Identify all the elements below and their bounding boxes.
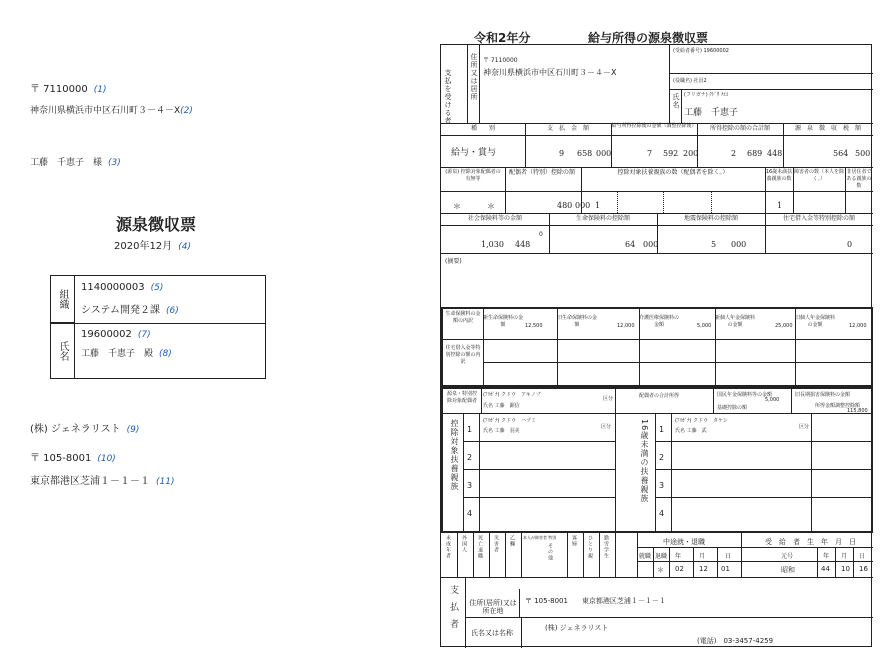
life-a: 64	[625, 240, 636, 249]
u16-kana	[675, 417, 728, 424]
income-adj-value: 115,800	[847, 408, 868, 414]
resign-mark: ＊	[657, 566, 664, 574]
life-header: 生命保険料の控除額	[575, 215, 630, 222]
company-postal-text: 〒 105-8001	[30, 453, 92, 464]
ins-care-value: 5,000	[697, 323, 712, 329]
flag-widow: 寡婦	[571, 535, 577, 547]
tax-amount-b: 564	[833, 149, 849, 158]
spouse-mark-2: ＊	[487, 202, 495, 211]
spouse-flag-header: (源泉) 控除対象配偶者の有無等	[445, 169, 501, 182]
org-code	[81, 282, 163, 293]
pay-header: 支 払 金 額	[546, 125, 589, 132]
field-number: (5)	[150, 283, 164, 293]
birth-label: 受 給 者 生 年 月 日	[765, 538, 856, 546]
payee-name: 工藤 千恵子	[684, 108, 739, 118]
payer-tel: (電話) 03-3457-4259	[697, 637, 774, 645]
flag-otsu: 乙欄	[509, 535, 515, 547]
dep-row-4: 4	[467, 509, 473, 518]
dep-row-1: 1	[467, 425, 473, 434]
ins-old-pension-label: 旧個人年金保険料の金額	[795, 315, 836, 328]
name-tag: 氏名	[675, 428, 686, 434]
memo-label: (摘要)	[445, 258, 462, 265]
social-b: 448	[515, 240, 531, 249]
deduct-amount-a: 2	[731, 149, 737, 158]
ins-breakdown-label: 生命保険料の金額の内訳	[445, 311, 481, 324]
dep-row-2: 2	[467, 453, 473, 462]
spouse-ded-a: 480	[557, 201, 573, 210]
pay-amount-b: 658	[577, 149, 593, 158]
birth-month-header: 月	[841, 553, 848, 560]
ins-new-life-value: 12,500	[525, 323, 543, 329]
resign-day: 01	[721, 565, 730, 573]
flag-minor: 未成年者	[445, 535, 451, 559]
spouse-kana	[483, 391, 541, 398]
form-title: 給与所得の源泉徴収票	[588, 31, 709, 45]
spouse-mark-1: ＊	[453, 202, 461, 211]
life-b: 000	[643, 240, 659, 249]
spouse-kubun: 区分	[603, 396, 614, 402]
employee-name-text: 工藤 千恵子 殿	[81, 349, 154, 359]
field-number: (4)	[178, 242, 191, 252]
after-amount-c: 200	[683, 149, 699, 158]
resign-header: 退職	[655, 553, 668, 560]
birth-year-header: 年	[823, 553, 830, 560]
dep1-kubun: 区分	[601, 424, 612, 430]
employee-info-box	[50, 275, 266, 379]
role-label: (役職名)	[673, 78, 692, 84]
kana-tag: (ﾌﾘｶﾞﾅ)	[483, 418, 500, 424]
mid-resign-label: 中途就・退職	[663, 538, 705, 546]
employee-id	[81, 329, 151, 340]
name-tag: 氏名	[483, 403, 494, 409]
name-tag: 氏名	[483, 428, 494, 434]
spouse-ded-header: 配偶者（特別）控除の額	[508, 169, 575, 176]
u16-kana-value: クドウ タケシ	[693, 418, 728, 424]
after-header: 給与所得控除後の金額（調整控除後）	[611, 123, 697, 129]
resign-year: 02	[675, 565, 684, 573]
field-number: (1)	[93, 85, 107, 95]
recipient-postal	[30, 80, 106, 95]
payee-address: 神奈川県横浜市中区石川町３－４－X	[483, 68, 617, 77]
after-amount-a: 7	[647, 149, 653, 158]
spouse-name	[483, 402, 520, 409]
under16-count: 1	[777, 201, 783, 210]
company-name-text: (株) ジェネラリスト	[30, 424, 121, 435]
u16-row-4: 4	[659, 509, 665, 518]
ins-old-pension-value: 12,000	[849, 323, 867, 329]
pay-amount-a: 9	[559, 149, 565, 158]
payee-postal: 〒 7110000	[483, 57, 518, 64]
flags-row	[441, 533, 873, 577]
payer-label: 支払者	[448, 585, 458, 636]
birth-day: 16	[859, 565, 868, 573]
role-value: 社員2	[693, 78, 707, 84]
recv-no-label: (受給者番号)	[673, 48, 702, 54]
social-header: 社会保険料等の金額	[467, 215, 522, 222]
recipient-address	[30, 103, 193, 116]
pension-value: 5,000	[765, 397, 780, 403]
kana	[684, 91, 728, 98]
recv-no	[673, 47, 729, 54]
under16-header: 16歳未満扶養親族の数	[765, 169, 793, 182]
disabled-header: 障害者の数（本人を除く。）	[793, 169, 844, 182]
field-number: (11)	[156, 477, 175, 487]
income-adj-label: 所得金額調整控除額	[815, 403, 861, 409]
resign-month: 12	[699, 565, 708, 573]
under16-label: 16歳未満の扶養親族	[640, 419, 649, 504]
day-header: 日	[725, 553, 732, 560]
pension-label: 国民年金保険料等の金額	[717, 392, 773, 398]
withholding-form	[440, 44, 872, 647]
type-header: 種 別	[470, 125, 495, 132]
deduct-amount-b: 689	[747, 149, 763, 158]
quake-b: 000	[731, 240, 747, 249]
spouse-name-value: 工藤 顕信	[494, 403, 520, 409]
family-block	[441, 387, 873, 533]
housing-breakdown-label: 住宅借入金等特別控除の額の内訳	[445, 345, 481, 365]
u16-row-2: 2	[659, 453, 665, 462]
social-zero: 0	[539, 231, 543, 238]
ins-care-label: 介護医療保険料の金額	[639, 315, 680, 328]
birth-year: 44	[821, 565, 830, 573]
birth-era: 昭和	[781, 566, 795, 574]
breakdown-block	[441, 307, 873, 387]
company-address-text: 東京都港区芝浦１－１－１	[30, 476, 150, 487]
u16-name	[675, 427, 707, 434]
housing-value: 0	[847, 240, 853, 249]
after-amount-b: 592	[663, 149, 679, 158]
payer-name-label: 氏名又は名称	[471, 629, 513, 637]
ins-old-life-label: 旧生命保険料の金額	[557, 315, 598, 328]
kana-label: (フリガナ)	[684, 92, 708, 98]
date-text: 2020年12月	[114, 241, 173, 252]
u16-row-1: 1	[659, 425, 665, 434]
dep-row-3: 3	[467, 481, 473, 490]
flag-other: その他	[547, 543, 553, 561]
company-postal	[30, 449, 116, 464]
name-label: 氏名	[51, 323, 75, 378]
slip-date	[114, 237, 191, 252]
recv-no-value: 19600002	[703, 48, 729, 54]
u16-kubun: 区分	[799, 424, 810, 430]
flag-disabled: 本人が障害者 特別	[523, 535, 557, 540]
employee-name	[81, 346, 172, 359]
u16-name-value: 工藤 武	[686, 428, 707, 434]
payer-addr-label: 住所(居所)又は所在地	[469, 599, 517, 615]
ins-old-life-value: 12,000	[617, 323, 635, 329]
dep1-name-value: 工藤 羽美	[494, 428, 520, 434]
dep1-name	[483, 427, 520, 434]
hire-header: 就職	[639, 553, 652, 560]
org-name	[81, 301, 179, 316]
ins-new-pension-label: 新個人年金保険料の金額	[715, 315, 756, 328]
year-header: 年	[675, 553, 682, 560]
dependents-label: 控除対象扶養親族	[450, 419, 459, 491]
u16-row-3: 3	[659, 481, 665, 490]
recipient-name-text: 工藤 千恵子 様	[30, 158, 103, 168]
kana-tag: (ﾌﾘｶﾞﾅ)	[675, 418, 692, 424]
flag-death: 死亡退職	[477, 535, 483, 559]
org-code-text: 1140000003	[81, 282, 145, 293]
org-name-text: システム開発２課	[81, 305, 160, 316]
postal-code: 〒 7110000	[30, 84, 88, 95]
flag-disaster: 災害者	[493, 535, 499, 553]
recipient-name	[30, 155, 121, 168]
field-number: (3)	[108, 158, 121, 168]
kana-tag: (ﾌﾘｶﾞﾅ)	[483, 392, 500, 398]
payee-name-label: 氏名	[672, 93, 680, 109]
payer-address: 〒 105-8001 東京都港区芝浦１－１－１	[525, 597, 666, 605]
field-number: (6)	[166, 306, 179, 316]
social-a: 1,030	[481, 240, 504, 249]
income-type: 給与・賞与	[451, 148, 497, 158]
deduct-amount-c: 448	[767, 149, 783, 158]
payee-label: 支払を受ける者	[444, 69, 452, 125]
nonresident-header: 非居住者である親族の数	[846, 169, 872, 189]
quake-header: 地震保険料の控除額	[683, 215, 738, 222]
company-address	[30, 472, 174, 487]
dependents-count: 1	[595, 201, 601, 210]
flag-student: 勤労学生	[603, 535, 609, 559]
ins-new-pension-value: 25,000	[775, 323, 793, 329]
birth-month: 10	[841, 565, 850, 573]
address-text: 神奈川県横浜市中区石川町３－４－X	[30, 106, 181, 116]
field-number: (7)	[137, 330, 151, 340]
role	[673, 77, 707, 84]
flag-foreigner: 外国人	[461, 535, 467, 553]
field-number: (8)	[159, 349, 172, 359]
flag-single-parent: ひとり親	[587, 535, 593, 559]
slip-title: 源泉徴収票	[116, 215, 197, 234]
dependents-header: 控除対象扶養親族の数（配偶者を除く。）	[617, 169, 729, 176]
spouse-ded-b: 000	[575, 201, 591, 210]
month-header: 月	[699, 553, 706, 560]
pay-amount-c: 000	[596, 149, 612, 158]
base-deduction-label: 基礎控除の額	[717, 405, 748, 411]
birth-day-header: 日	[859, 553, 866, 560]
dep1-kana	[483, 417, 536, 424]
payer-name: (株) ジェネラリスト	[545, 624, 609, 632]
employee-id-text: 19600002	[81, 329, 132, 340]
spouse-income-label: 配偶者の合計所得	[639, 393, 680, 399]
field-number: (10)	[97, 454, 116, 464]
quake-a: 5	[711, 240, 717, 249]
field-number: (2)	[180, 106, 193, 116]
era-header: 元号	[781, 553, 794, 560]
spouse-section-label: 源泉・特別控除対象配偶者	[446, 391, 477, 404]
address-label: 住所又は居所	[470, 53, 478, 101]
kana-value: ｸﾄﾞｳ ﾁｴｺ	[709, 92, 729, 98]
field-number: (9)	[126, 425, 140, 435]
tax-header: 源 泉 徴 収 税 額	[794, 125, 861, 132]
old-quake-label: 旧長期損害保険料の金額	[795, 392, 851, 398]
form-year: 令和2年分	[474, 31, 531, 45]
tax-amount-c: 500	[855, 149, 871, 158]
ins-new-life-label: 新生命保険料の金額	[483, 315, 524, 328]
deduct-header: 所得控除の額の合計額	[709, 125, 770, 132]
org-label: 組織	[51, 276, 75, 323]
company-name	[30, 420, 139, 435]
spouse-kana-value: クドウ アキノブ	[501, 392, 541, 398]
housing-header: 住宅借入金等特別控除の額	[782, 215, 855, 222]
dep1-kana-value: クドウ ハヅミ	[501, 418, 537, 424]
